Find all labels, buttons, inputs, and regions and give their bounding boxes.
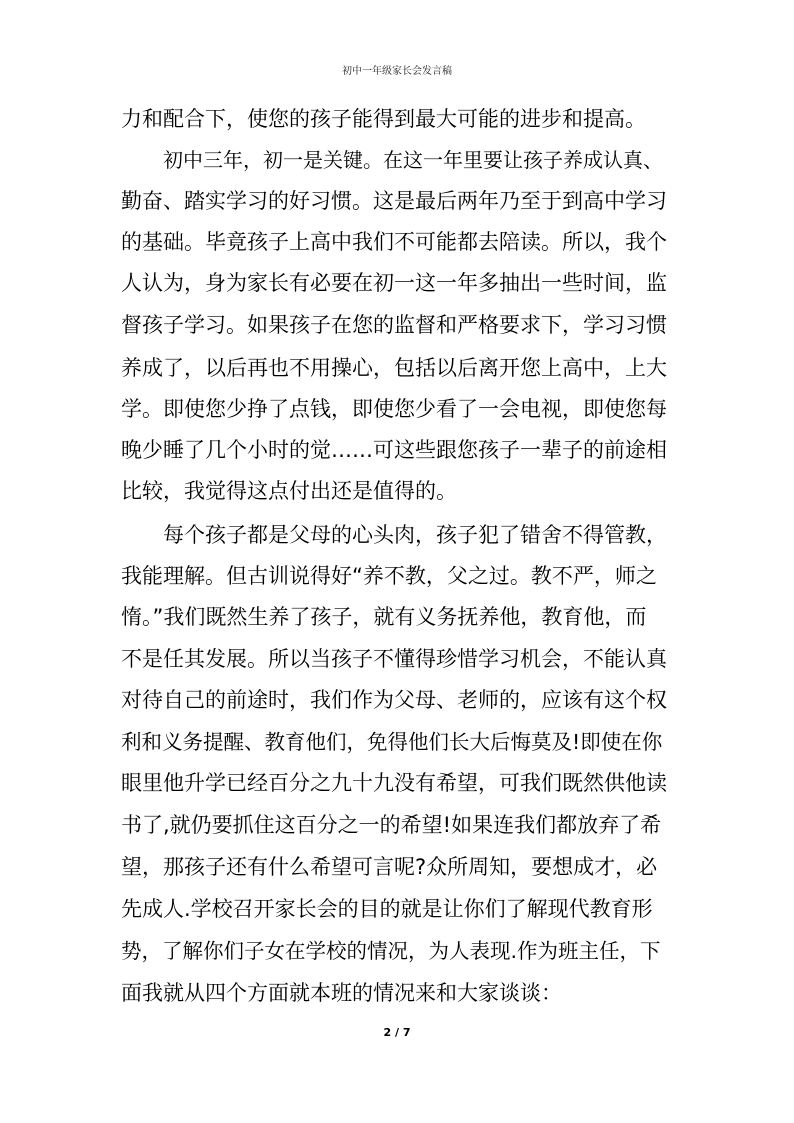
- paragraph-line: 每个孩子都是父母的心头肉，孩子犯了错舍不得管教，: [163, 523, 667, 547]
- paragraph-line: 学。即使您少挣了点钱，即使您少看了一会电视，即使您每: [121, 397, 667, 421]
- paragraph-line: 利和义务提醒、教育他们，免得他们长大后悔莫及!即使在你: [121, 730, 663, 754]
- paragraph-line: 眼里他升学已经百分之九十九没有希望，可我们既然供他读: [121, 771, 667, 795]
- paragraph-line: 比较，我觉得这点付出还是值得的。: [121, 479, 457, 503]
- paragraph-line: 勤奋、踏实学习的好习惯。这是最后两年乃至于到高中学习: [121, 189, 667, 213]
- paragraph-line: 的基础。毕竟孩子上高中我们不可能都去陪读。所以，我个: [121, 230, 667, 254]
- paragraph-line: 先成人.学校召开家长会的目的就是让你们了解现代教育形: [121, 897, 653, 921]
- paragraph-line: 不是任其发展。所以当孩子不懂得珍惜学习机会，不能认真: [121, 647, 667, 671]
- paragraph-line: 书了,就仍要抓住这百分之一的希望!如果连我们都放弃了希: [121, 813, 662, 837]
- paragraph-line: 对待自己的前途时，我们作为父母、老师的，应该有这个权: [121, 688, 667, 712]
- paragraph-line: 人认为，身为家长有必要在初一这一年多抽出一些时间，监: [121, 271, 667, 295]
- paragraph-line: 养成了，以后再也不用操心，包括以后离开您上高中，上大: [121, 356, 667, 380]
- page-number: 2 / 7: [383, 1026, 411, 1039]
- paragraph-line: 力和配合下，使您的孩子能得到最大可能的进步和提高。: [121, 107, 646, 131]
- paragraph-line: 望，那孩子还有什么希望可言呢?众所周知，要想成才，必: [121, 855, 658, 879]
- page-header: 初中一年级家长会发言稿: [342, 66, 452, 77]
- paragraph-line: 督孩子学习。如果孩子在您的监督和严格要求下，学习习惯: [121, 313, 667, 337]
- paragraph-line: 我能理解。但古训说得好“养不教，父之过。教不严，师之: [121, 564, 657, 588]
- paragraph-line: 势，了解你们子女在学校的情况，为人表现.作为班主任，下: [121, 939, 661, 963]
- paragraph-line: 面我就从四个方面就本班的情况来和大家谈谈：: [121, 981, 562, 1005]
- paragraph-line: 惰。”我们既然生养了孩子，就有义务抚养他，教育他，而: [121, 605, 647, 629]
- paragraph-line: 晚少睡了几个小时的觉……可这些跟您孩子一辈子的前途相: [121, 438, 667, 462]
- paragraph-line: 初中三年，初一是关键。在这一年里要让孩子养成认真、: [163, 148, 663, 172]
